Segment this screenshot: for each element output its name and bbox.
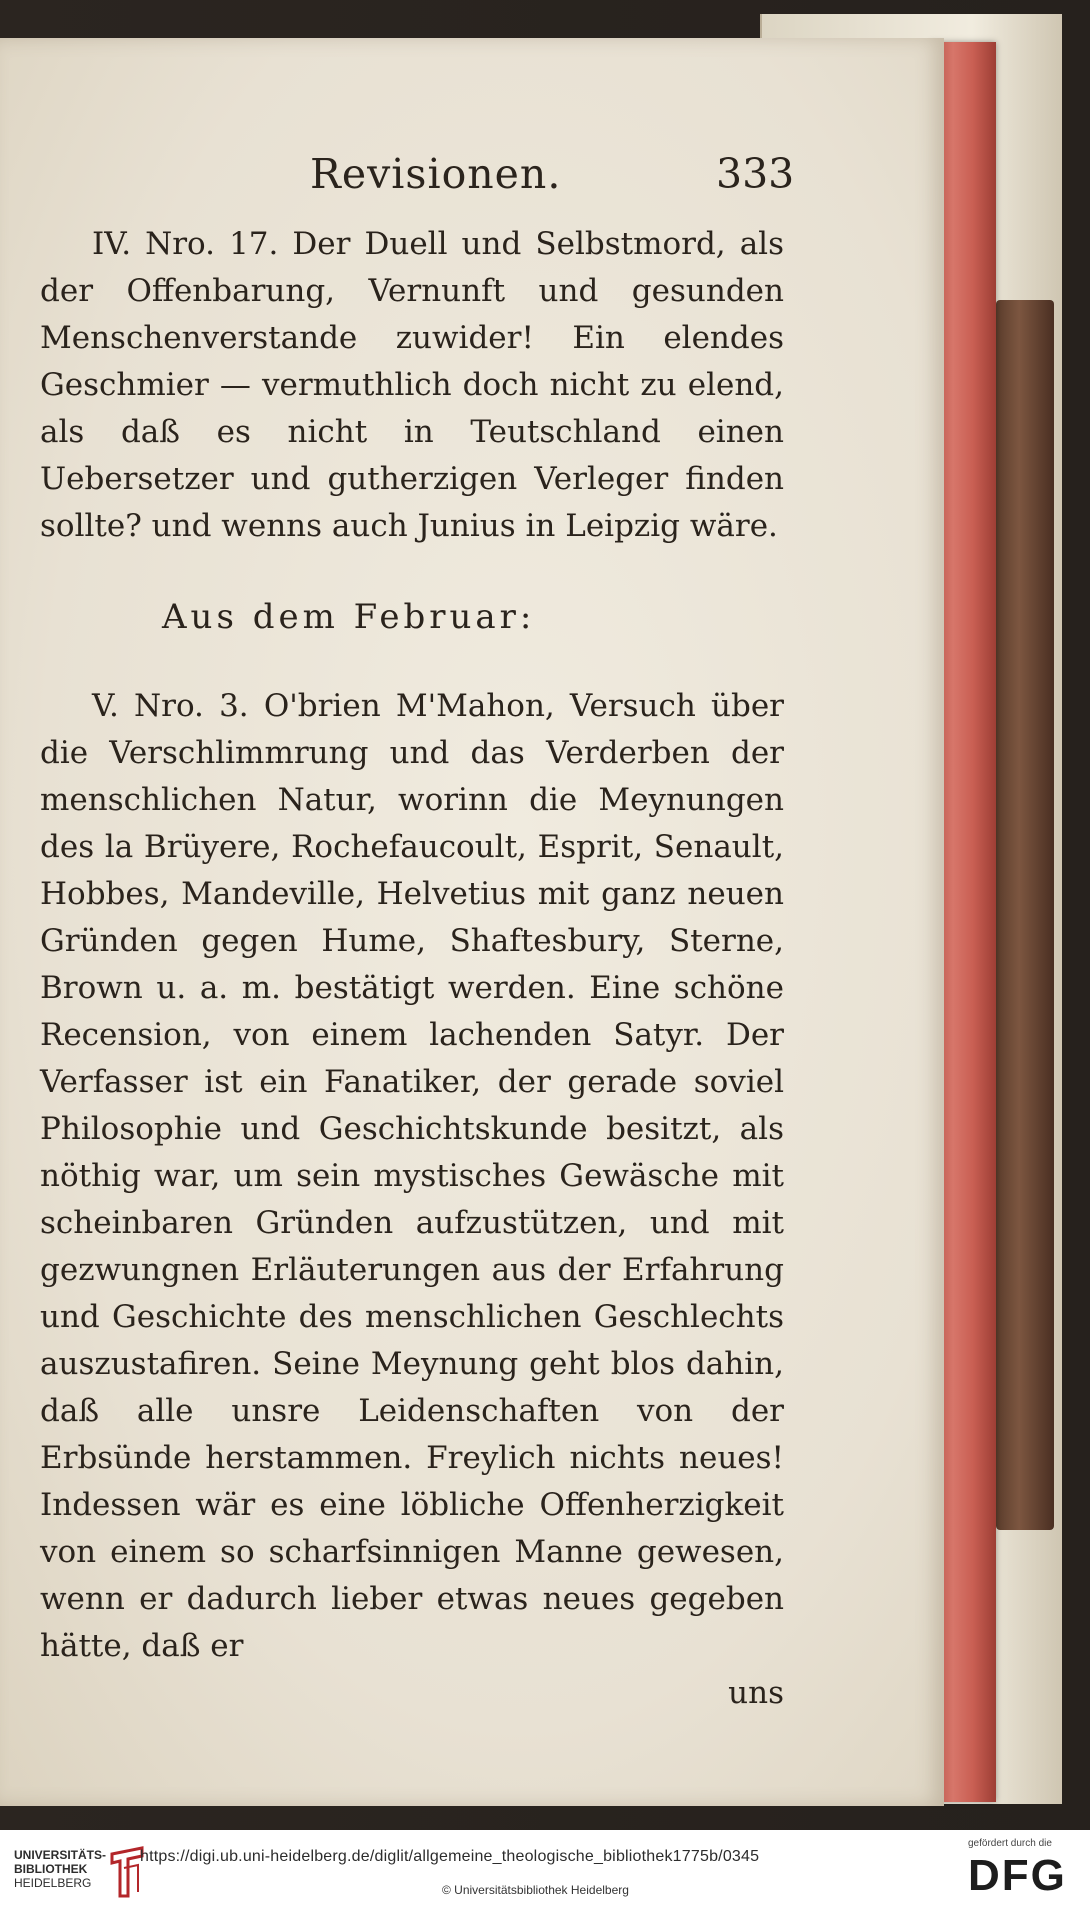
dfg-logo: DFG bbox=[968, 1851, 1067, 1900]
copyright-notice: © Universitätsbibliothek Heidelberg bbox=[442, 1883, 629, 1897]
library-name-line: HEIDELBERG bbox=[14, 1876, 92, 1890]
page-number: 333 bbox=[716, 150, 795, 198]
body-text bbox=[40, 221, 784, 1717]
sponsor-text: gefördert durch die bbox=[968, 1838, 1052, 1849]
section-heading: Aus dem Februar: bbox=[162, 597, 536, 637]
library-name-line: UNIVERSITÄTS- bbox=[14, 1848, 107, 1862]
viewer-footer bbox=[0, 1830, 1090, 1908]
library-name bbox=[14, 1848, 106, 1890]
library-name-line: BIBLIOTHEK bbox=[14, 1862, 88, 1876]
book-binding bbox=[996, 300, 1054, 1530]
page-header bbox=[0, 150, 944, 210]
catchword: uns bbox=[728, 1675, 784, 1711]
paragraph-v: V. Nro. 3. O'brien M'Mahon, Versuch über die Verschlimmrung und das Verderben der menschlichen Natur, worinn die Meynungen des la Brüyere, Rochefaucoult, Esprit, Senault, Hobbes, Mandeville, Helvetius mit ganz neuen Gründen gegen Hume, Shaftesbury, Sterne, Brown u. a. m. bestätigt werden. Eine schöne Recension, von einem lachenden Satyr. Der Verfasser ist ein Fanatiker, der gerade soviel Philosophie und Geschichtskunde besitzt, als nöthig war, um sein mystisches Gewäsche mit scheinbaren Gründen aufzustützen, und mit gezwungnen Erläuterungen aus der Erfahrung und Geschichte des menschlichen Geschlechts auszustafiren. Seine Meynung geht blos dahin, daß alle unsre Leidenschaften von der Erbsünde herstammen. Freylich nichts neues! Indessen wär es eine löbliche Offenherzigkeit von einem so scharfsinnigen Manne gewesen, wenn er dadurch lieber etwas neues gegeben hätte, daß er bbox=[40, 688, 784, 1664]
book-page bbox=[0, 38, 944, 1806]
running-head: Revisionen. bbox=[310, 150, 562, 198]
paragraph-iv: IV. Nro. 17. Der Duell und Selbstmord, als der Offenbarung, Vernunft und gesunden Menschenverstande zuwider! Ein elendes Geschmier — vermuthlich doch nicht zu elend, als daß es nicht in Teutschland einen Uebersetzer und gutherzigen Verleger finden sollte? und wenns auch Junius in Leipzig wäre. bbox=[40, 226, 784, 544]
permalink-url[interactable]: https://digi.ub.uni-heidelberg.de/diglit/allgemeine_theologische_bibliothek1775b/0345 bbox=[140, 1848, 760, 1865]
